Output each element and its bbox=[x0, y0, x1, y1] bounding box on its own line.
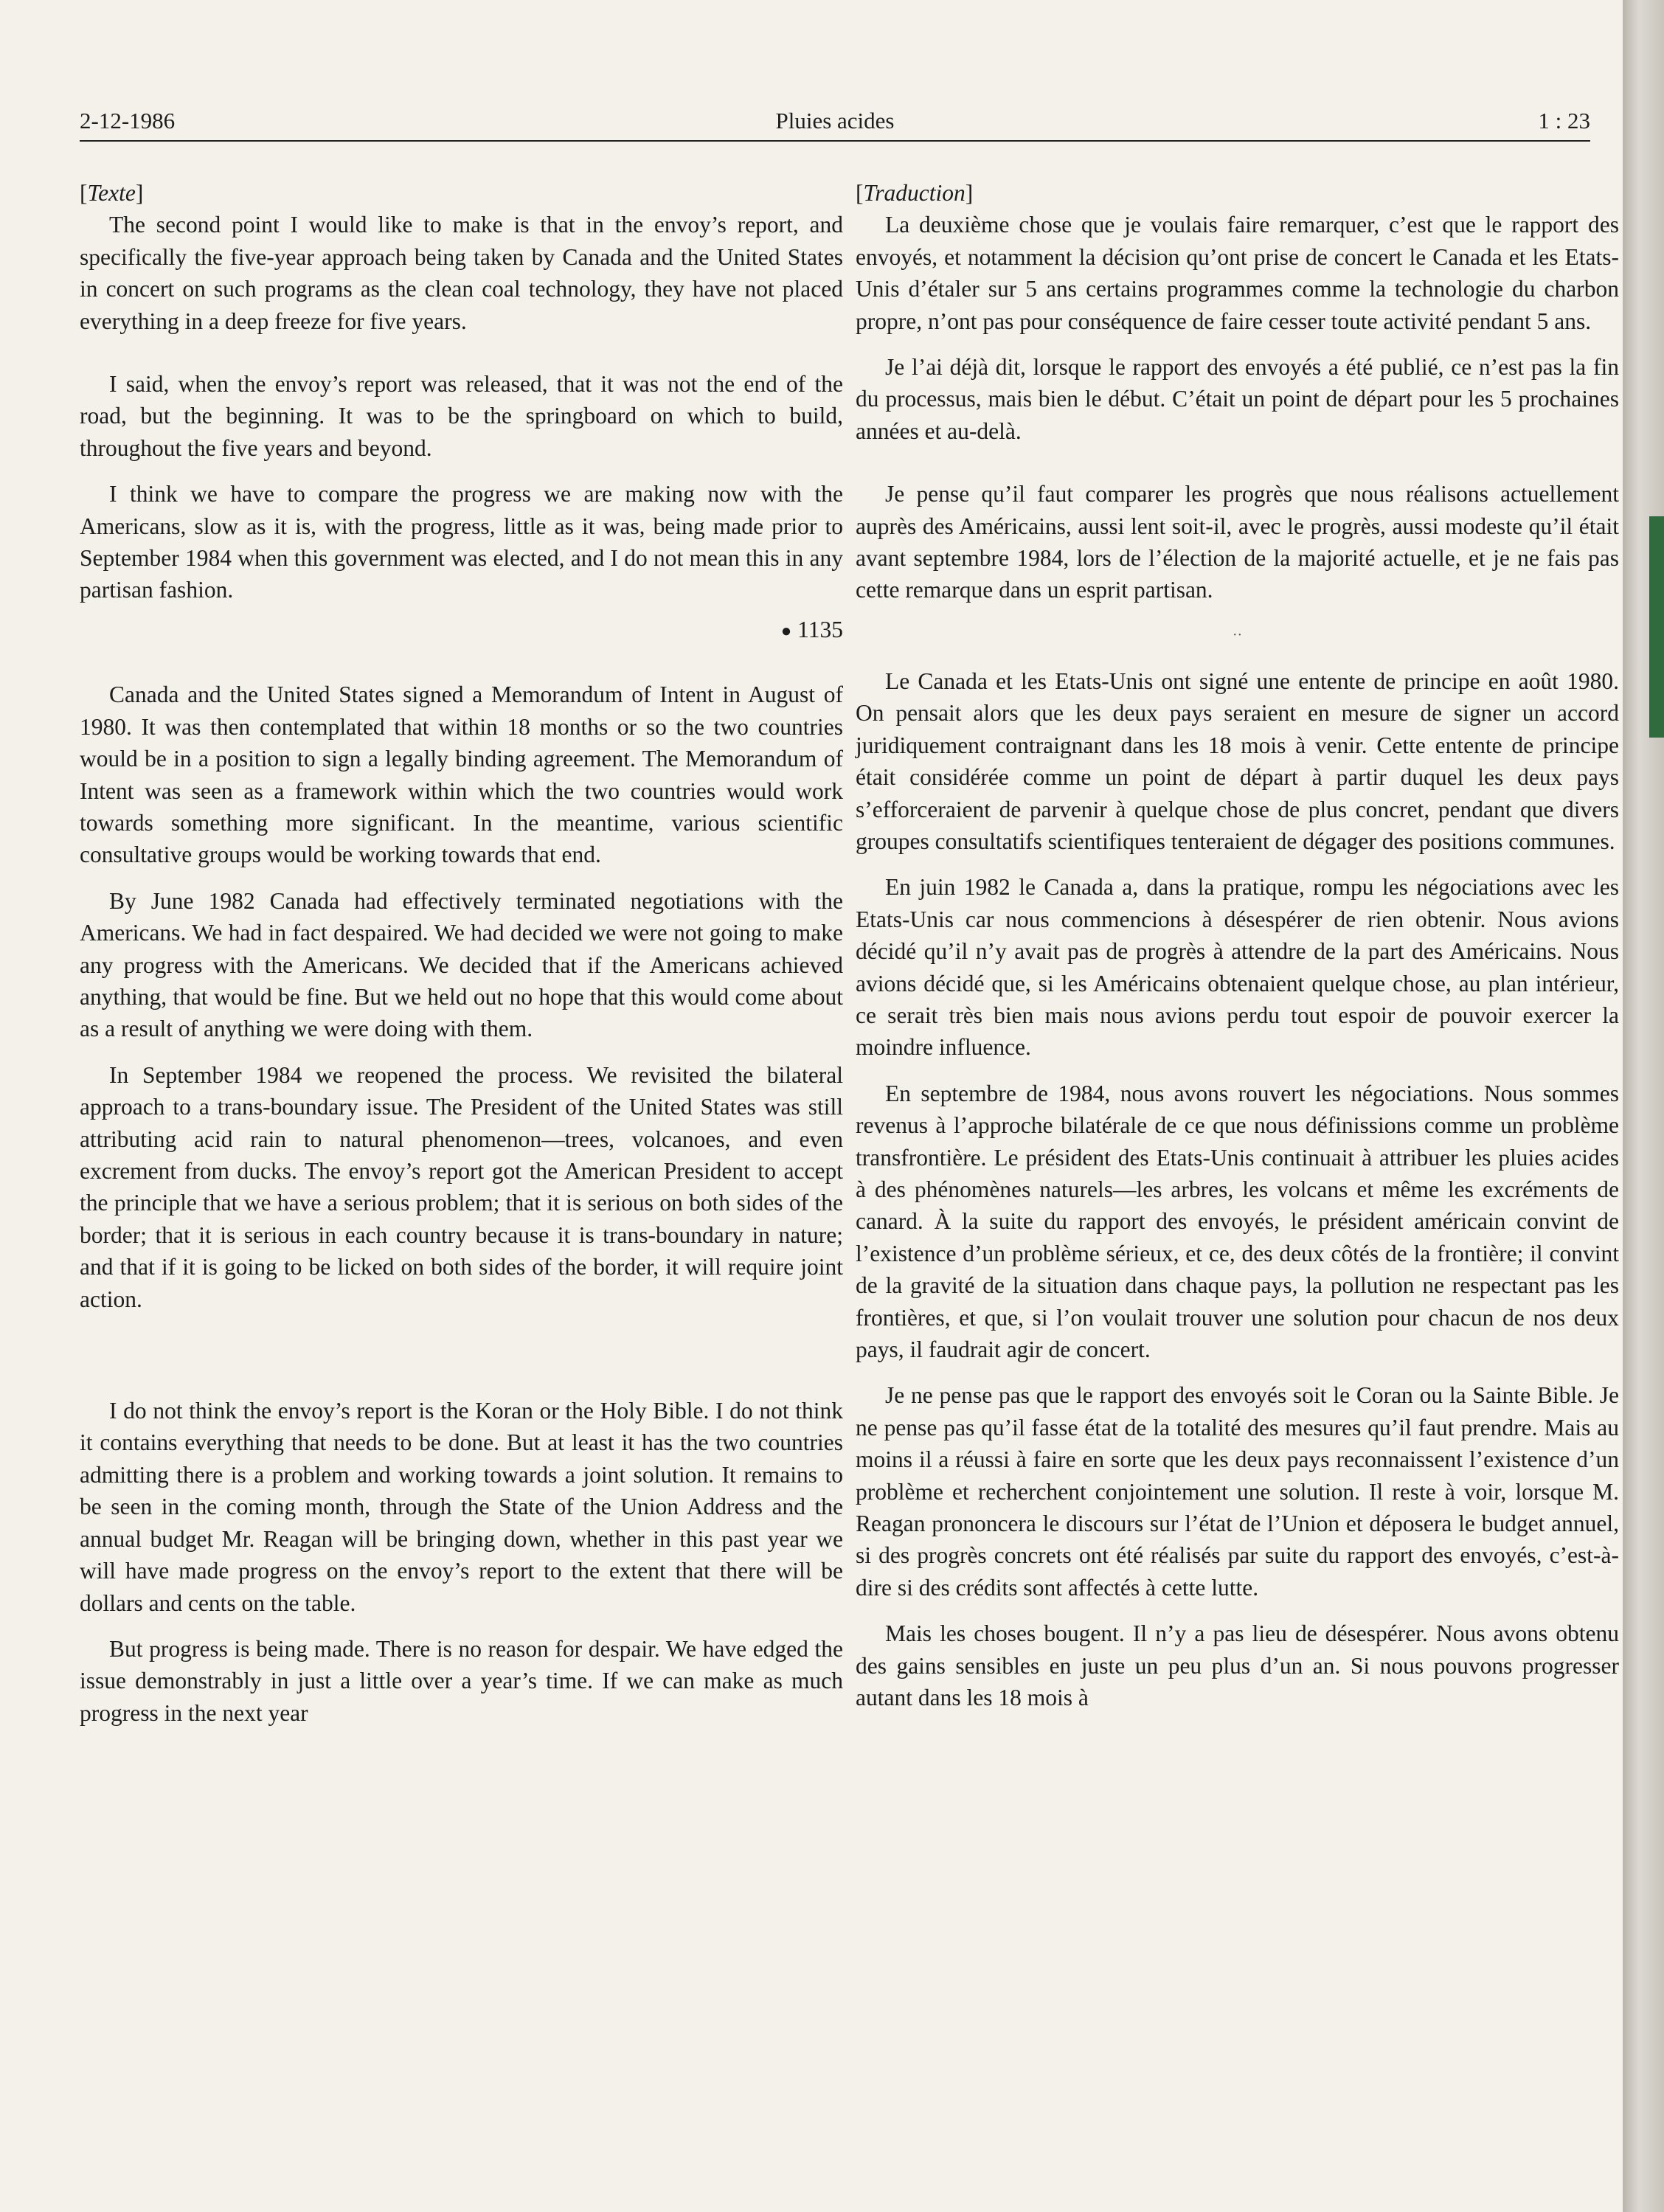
english-paragraph-7: I do not think the envoy’s report is the Koran or the Holy Bible. I do not think it contains everything that needs to be done. But at least it has the two countries admitting there is a problem and working towards a joint solution. It remains to be seen in the coming month, through the State of the Union Address and the annual budget Mr. Reagan will be bringing down, whether in this past year we will have made progress on the envoy’s report to the extent that there will be dollars and cents on the table. bbox=[80, 1398, 843, 1616]
page-header bbox=[80, 103, 1590, 142]
french-paragraph-7: Je ne pense pas que le rapport des envoyés soit le Coran ou la Sainte Bible. Je ne pense pas qu’il fasse état de la totalité des mesures qu’il faut prendre. Mais au moins il a réussi à faire en sorte que les deux pays reconnaissent l’existence d’un problème et recherchent conjointement une solution. Il reste à voir, lorsque M. Reagan prononcera le discours sur l’état de l’Union et déposera le budget annuel, si des progrès concrets ont été réalisés par suite du rapport des envoyés, c’est-à-dire si des crédits sont affectés à cette lutte. bbox=[856, 1382, 1619, 1601]
section-tag-texte: [Texte] bbox=[80, 180, 144, 206]
section-tag-traduction: [Traduction] bbox=[856, 180, 974, 206]
english-paragraph-8: But progress is being made. There is no reason for despair. We have edged the issue demonstrably in just a little over a year’s time. If we can make as much progress in the next year bbox=[80, 1635, 843, 1726]
french-paragraph-6: En septembre de 1984, nous avons rouvert les négociations. Nous sommes revenus à l’approche bilatérale de ce que nous définissions comme un problème transfrontière. Le président des Etats-Unis continuait à attribuer les pluies acides à des phénomènes naturels—les arbres, les volcans et même les excréments de canard. À la suite du rapport des envoyés, le président américain convint de l’existence d’un problème sérieux, et ce, des deux côtés de la frontière; il convint de la gravité de la situation dans chaque pays, la pollution ne respectant pas les frontières, et que, si l’on voulait trouver une solution pour chacun de nos deux pays, il faudrait agir de concert. bbox=[856, 1080, 1619, 1362]
french-column bbox=[856, 177, 1619, 1713]
french-paragraph-8: Mais les choses bougent. Il n’y a pas lieu de désespérer. Nous avons obtenu des gains sensibles en juste un peu plus d’un an. Si nous pouvons progresser autant dans les 18 mois à bbox=[856, 1620, 1619, 1711]
green-page-tab bbox=[1649, 516, 1664, 738]
bullet-icon: ● bbox=[780, 621, 792, 641]
english-paragraph-2: I said, when the envoy’s report was released, that it was not the end of the road, but the beginning. It was to be the springboard on which to build, throughout the five years and beyond. bbox=[80, 371, 843, 461]
english-paragraph-5: By June 1982 Canada had effectively terminated negotiations with the Americans. We had in fact despaired. We had decided we were not going to make any progress with the Americans. We decided that if the Americans achieved anything, that would be fine. But we held out no hope that this would come about as a result of anything we were doing with them. bbox=[80, 887, 843, 1042]
adjacent-page-edge bbox=[1623, 0, 1664, 2212]
english-paragraph-6: In September 1984 we reopened the process. We revisited the bilateral approach to a trans-boundary issue. The President of the United States was still attributing acid rain to natural phenomenon—trees, volcanoes, and even excrement from ducks. The envoy’s report got the American President to accept the principle that we have a serious problem; that it is serious on both sides of the border; that it is serious in each country because it is trans-boundary in nature; and that if it is going to be licked on both sides of the border, it will require joint action. bbox=[80, 1061, 843, 1312]
time-marker: ● 1135 bbox=[780, 616, 843, 642]
header-date: 2-12-1986 bbox=[80, 108, 176, 134]
english-paragraph-4: Canada and the United States signed a Memorandum of Intent in August of 1980. It was then contemplated that within 18 months or so the two countries would be in a position to sign a legally binding agreement. The Memorandum of Intent was seen as a framework within which the two countries would work towards something more significant. In the meantime, various scientific consultative groups would be working towards that end. bbox=[80, 682, 843, 868]
header-page-number: 1 : 23 bbox=[1538, 108, 1590, 134]
french-paragraph-2: Je l’ai déjà dit, lorsque le rapport des envoyés a été publié, ce n’est pas la fin du processus, mais bien le début. C’était un point de départ pour les 5 prochaines années et au-delà. bbox=[856, 354, 1619, 444]
french-paragraph-1: La deuxième chose que je voulais faire remarquer, c’est que le rapport des envoyés, et notamment la décision qu’ont prise de concert le Canada et les Etats-Unis d’étaler sur 5 ans certains programmes comme la technologie du charbon propre, n’ont pas pour conséquence de faire cesser toute activité pendant 5 ans. bbox=[856, 212, 1619, 334]
french-paragraph-5: En juin 1982 le Canada a, dans la pratique, rompu les négociations avec les Etats-Unis car nous commencions à désespérer de rien obtenir. Nous avions décidé qu’il n’y avait pas de progrès à attendre de la part des Américains. Nous avions décidé que, si les Américains obtenaient quelque chose, au plan intérieur, ce serait très bien mais nous avions perdu tout espoir de pouvoir exercer la moindre influence. bbox=[856, 874, 1619, 1061]
french-paragraph-4: Le Canada et les Etats-Unis ont signé une entente de principe en août 1980. On pensait alors que les deux pays seraient en mesure de signer un accord juridiquement contraignant dans les 18 mois à venir. Cette entente de principe était considérée comme un point de départ à partir duquel les deux pays s’efforceraient de parvenir à quelque chose de plus concret, pendant que divers groupes consultatifs scientifiques tenteraient de dégager des positions communes. bbox=[856, 668, 1619, 854]
english-column bbox=[80, 177, 843, 1729]
english-paragraph-1: The second point I would like to make is that in the envoy’s report, and specifically the five-year approach being taken by Canada and the United States in concert on such programs as the clean coal technology, they have not placed everything in a deep freeze for five years. bbox=[80, 212, 843, 334]
english-paragraph-3: I think we have to compare the progress we are making now with the Americans, slow as it is, with the progress, little as it was, being made prior to September 1984 when this government was elected, and I do not mean this in any partisan fashion. bbox=[80, 481, 843, 603]
header-title: Pluies acides bbox=[775, 108, 895, 134]
french-paragraph-3: Je pense qu’il faut comparer les progrès que nous réalisons actuellement auprès des Américains, aussi lent soit-il, avec le progrès, aussi modeste qu’il était avant septembre 1984, lors de l’élection de la majorité actuelle, et je ne fais pas cette remarque dans un esprit partisan. bbox=[856, 481, 1619, 603]
section-separator: ·· bbox=[1232, 626, 1243, 643]
